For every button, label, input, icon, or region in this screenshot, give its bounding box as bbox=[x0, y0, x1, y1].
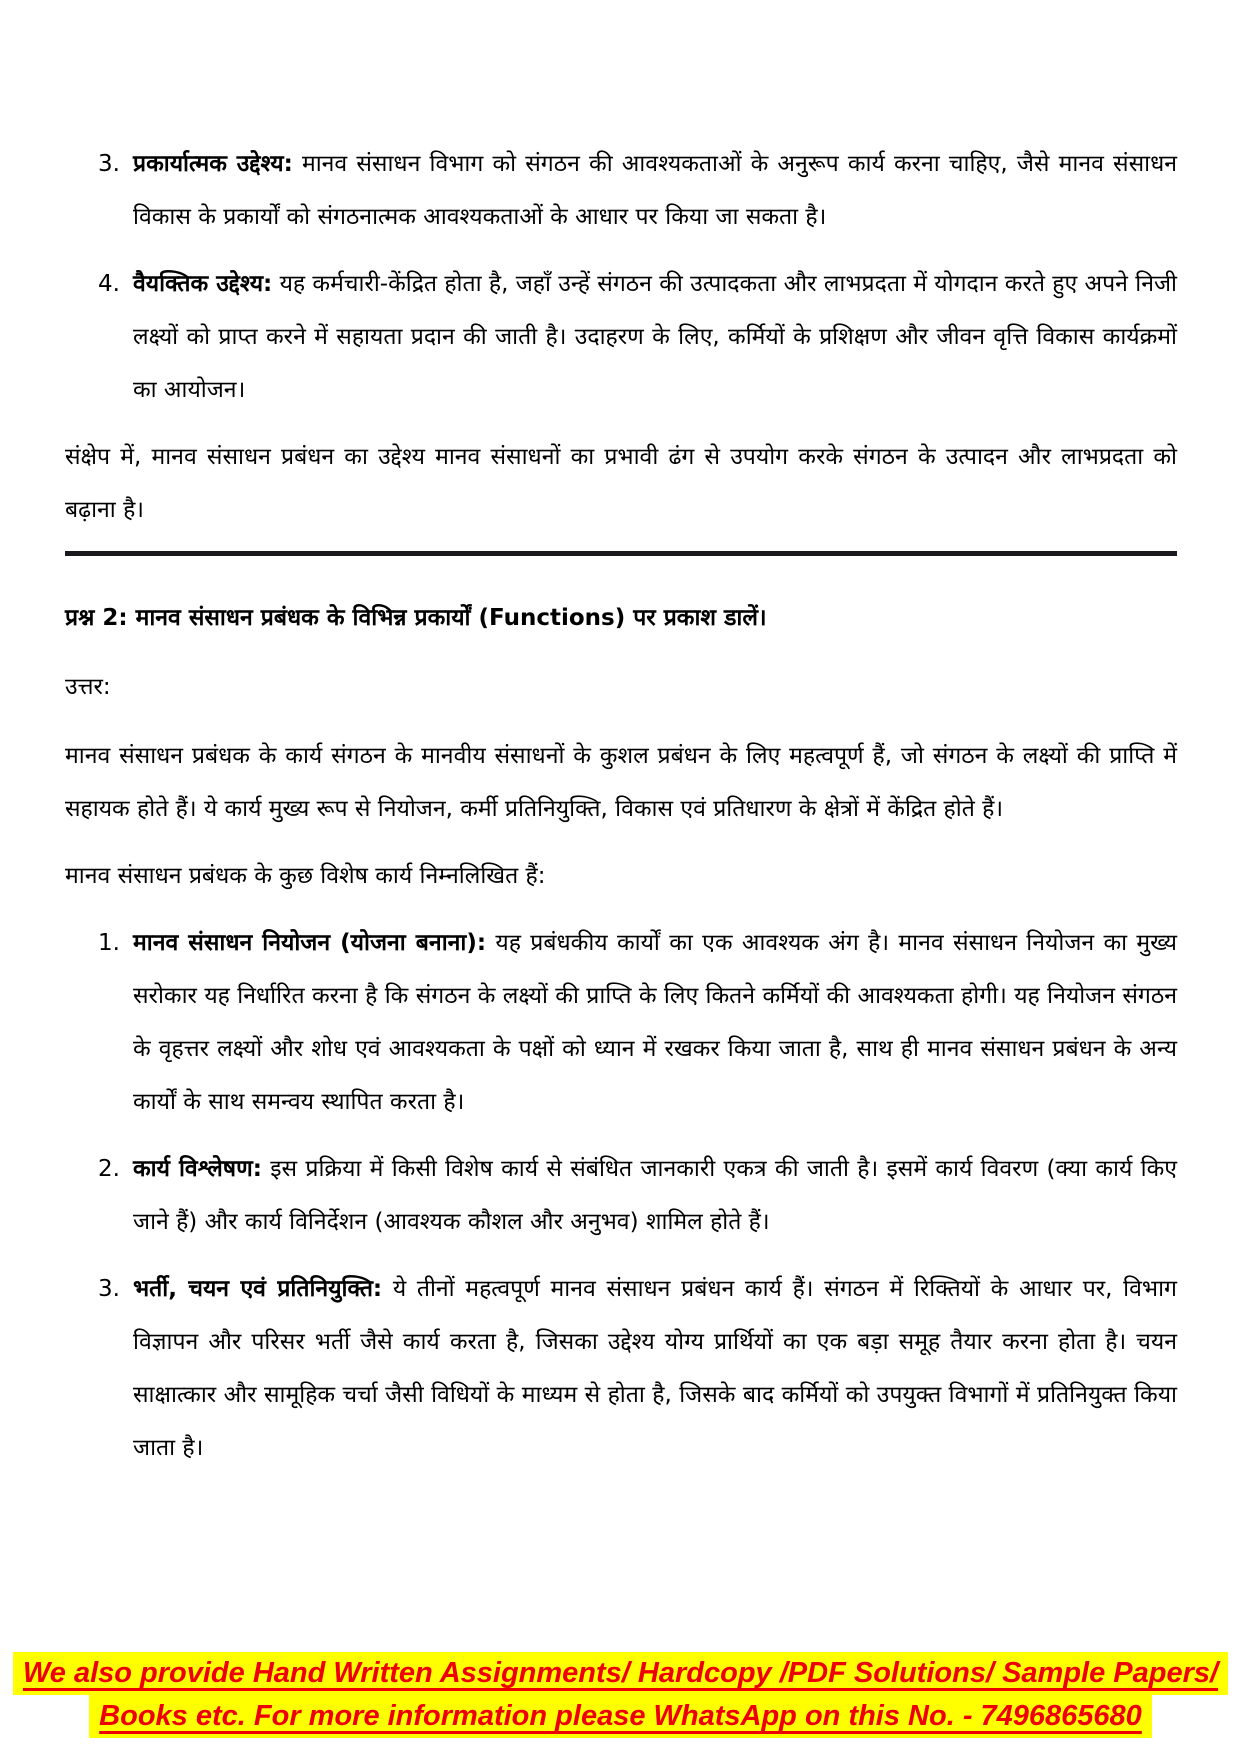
item-text bbox=[133, 1143, 1177, 1249]
item-text bbox=[133, 917, 1177, 1129]
item-body: इस प्रक्रिया में किसी विशेष कार्य से संबंधित जानकारी एकत्र की जाती है। इसमें कार्य विवरण (क्या कार्य किए जाने हैं) और कार्य विनिर्देशन (आवश्यक कौशल और अनुभव) शामिल होते हैं। bbox=[133, 1156, 1177, 1235]
promo-line-2: Books etc. For more information please WhatsApp on this No. - 7496865680 bbox=[89, 1695, 1152, 1738]
item-body: मानव संसाधन विभाग को संगठन की आवश्यकताओं के अनुरूप कार्य करना चाहिए, जैसे मानव संसाधन विकास के प्रकार्यों को संगठनात्मक आवश्यकताओं के आधार पर किया जा सकता है। bbox=[133, 151, 1177, 230]
promo-banner bbox=[0, 1652, 1241, 1738]
list-item bbox=[65, 1143, 1177, 1249]
list-item bbox=[65, 138, 1177, 244]
summary-paragraph: संक्षेप में, मानव संसाधन प्रबंधन का उद्देश्य मानव संसाधनों का प्रभावी ढंग से उपयोग करके संगठन के उत्पादन और लाभप्रदता को बढ़ाना है। bbox=[65, 444, 1177, 523]
item-heading: प्रकार्यात्मक उद्देश्य: bbox=[133, 151, 293, 177]
item-text bbox=[133, 1263, 1177, 1475]
answer-list-intro: मानव संसाधन प्रबंधक के कुछ विशेष कार्य निम्नलिखित हैं: bbox=[65, 863, 546, 889]
promo-line-1: We also provide Hand Written Assignments/ Hardcopy /PDF Solutions/ Sample Papers/ bbox=[13, 1652, 1228, 1695]
item-body: यह प्रबंधकीय कार्यों का एक आवश्यक अंग है। मानव संसाधन नियोजन का मुख्य सरोकार यह निर्धारित करना है कि संगठन के लक्ष्यों की प्राप्ति के लिए कितने कर्मियों की आवश्यकता होगी। यह नियोजन संगठन के वृहत्तर लक्ष्यों और शोध एवं आवश्यकता के पक्षों को ध्यान में रखकर किया जाता है, साथ ही मानव संसाधन प्रबंधन के अन्य कार्यों के साथ समन्वय स्थापित करता है। bbox=[133, 930, 1177, 1115]
item-heading: भर्ती, चयन एवं प्रतिनियुक्ति: bbox=[133, 1276, 383, 1302]
item-number: 3. bbox=[98, 1276, 120, 1302]
question-heading: प्रश्न 2: मानव संसाधन प्रबंधक के विभिन्न प्रकार्यों (Functions) पर प्रकाश डालें। bbox=[65, 605, 767, 631]
item-heading: कार्य विश्लेषण: bbox=[133, 1156, 262, 1182]
item-number: 4. bbox=[98, 271, 120, 297]
list-item bbox=[65, 917, 1177, 1129]
item-number: 2. bbox=[98, 1156, 120, 1182]
item-body: यह कर्मचारी-केंद्रित होता है, जहाँ उन्हें संगठन की उत्पादकता और लाभप्रदता में योगदान करते हुए अपने निजी लक्ष्यों को प्राप्त करने में सहायता प्रदान की जाती है। उदाहरण के लिए, कर्मियों के प्रशिक्षण और जीवन वृत्ति विकास कार्यक्रमों का आयोजन। bbox=[133, 271, 1177, 403]
item-heading: वैयक्तिक उद्देश्य: bbox=[133, 271, 273, 297]
item-heading: मानव संसाधन नियोजन (योजना बनाना): bbox=[133, 930, 487, 956]
item-body: ये तीनों महत्वपूर्ण मानव संसाधन प्रबंधन कार्य हैं। संगठन में रिक्तियों के आधार पर, विभाग विज्ञापन और परिसर भर्ती जैसे कार्य करता है, जिसका उद्देश्य योग्य प्रार्थियों का एक बड़ा समूह तैयार करना होता है। चयन साक्षात्कार और सामूहिक चर्चा जैसी विधियों के माध्यम से होता है, जिसके बाद कर्मियों को उपयुक्त विभागों में प्रतिनियुक्त किया जाता है। bbox=[133, 1276, 1177, 1461]
item-text bbox=[133, 138, 1177, 244]
list-item bbox=[65, 1263, 1177, 1475]
answer-label: उत्तर: bbox=[65, 674, 111, 700]
item-text bbox=[133, 258, 1177, 417]
list-item bbox=[65, 258, 1177, 417]
item-number: 3. bbox=[98, 151, 120, 177]
item-number: 1. bbox=[98, 930, 120, 956]
answer-intro-paragraph: मानव संसाधन प्रबंधक के कार्य संगठन के मानवीय संसाधनों के कुशल प्रबंधन के लिए महत्वपूर्ण हैं, जो संगठन के लक्ष्यों की प्राप्ति में सहायक होते हैं। ये कार्य मुख्य रूप से नियोजन, कर्मी प्रतिनियुक्ति, विकास एवं प्रतिधारण के क्षेत्रों में केंद्रित होते हैं। bbox=[65, 743, 1177, 822]
section-divider bbox=[65, 551, 1177, 556]
